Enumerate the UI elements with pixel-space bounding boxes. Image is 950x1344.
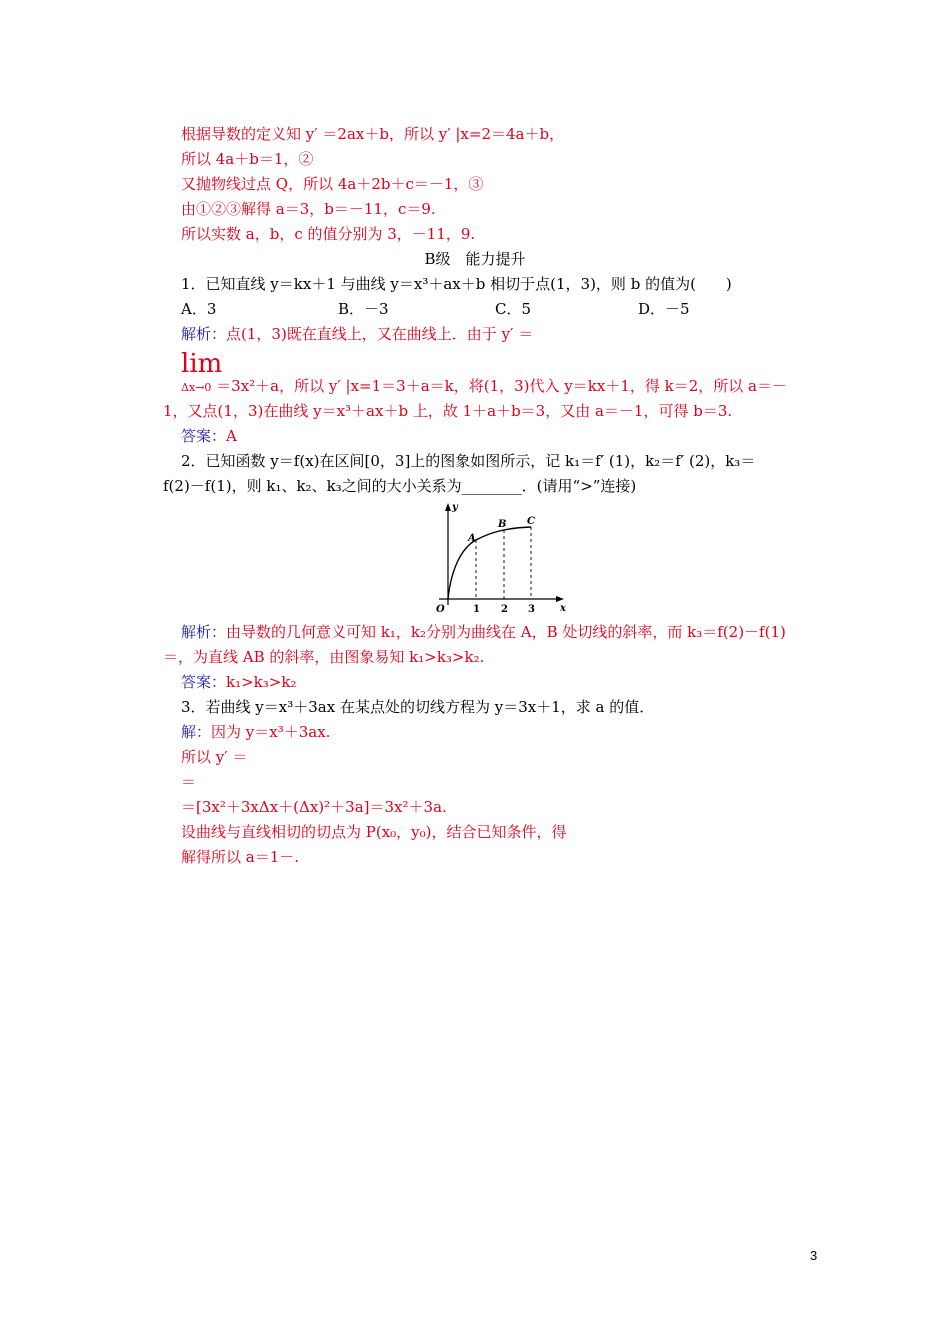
solution-line-3: 又抛物线过点 Q，所以 4a＋2b＋c＝－1，③	[181, 175, 484, 193]
q2-stem-line-2: f(2)－f(1)，则 k₁、k₂、k₃之间的大小关系为________．(请用“>”连接)	[163, 477, 637, 495]
q1-stem: 1．已知直线 y＝kx＋1 与曲线 y＝x³＋ax＋b 相切于点(1，3)，则 b 的值为( )	[181, 275, 732, 293]
q3-solution-line-4: ＝[3x²＋3xΔx＋(Δx)²＋3a]＝3x²＋3a.	[181, 798, 447, 816]
q2-analysis-text-1: 由导数的几何意义可知 k₁，k₂分别为曲线在 A，B 处切线的斜率，而 k₃＝f(2)－f(1)	[226, 623, 786, 641]
section-title: B级 能力提升	[424, 250, 526, 268]
solution-line-5: 所以实数 a，b，c 的值分别为 3，－11，9.	[181, 225, 476, 243]
q3-solution-line-2: 所以 y′ ＝	[181, 748, 248, 766]
solution-line-2: 所以 4a＋b＝1，②	[181, 150, 314, 168]
solution-line-1: 根据导数的定义知 y′ ＝2ax＋b，所以 y′ |x=2＝4a＋b，	[181, 125, 565, 143]
q3-solution-line-3: ＝	[181, 773, 197, 791]
q1-analysis-line-2	[181, 376, 787, 398]
x-tick-1: 1	[473, 604, 480, 615]
point-b-label: B	[498, 519, 507, 530]
solution-line-4: 由①②③解得 a＝3，b＝－11，c＝9.	[181, 200, 436, 218]
q2-analysis-line-2: ＝，为直线 AB 的斜率，由图象易知 k₁>k₃>k₂.	[163, 648, 485, 666]
q2-answer-label: 答案：	[181, 673, 227, 691]
q1-option-a: A．3	[181, 300, 217, 318]
q1-options	[181, 299, 690, 319]
x-tick-3: 3	[528, 604, 535, 615]
q1-analysis-line-1	[181, 324, 533, 344]
q1-option-c: C．5	[495, 300, 532, 318]
q1-answer-value: A	[226, 427, 237, 445]
function-graph	[421, 500, 571, 615]
y-axis-label: y	[452, 502, 458, 513]
q3-stem: 3．若曲线 y＝x³＋3ax 在某点处的切线方程为 y＝3x＋1，求 a 的值．	[181, 698, 655, 716]
q1-analysis-text-2: ＝3x²＋a，所以 y′ |x=1＝3＋a＝k，将(1，3)代入 y＝kx＋1，得 k＝2，所以 a＝－	[216, 377, 787, 395]
q2-answer-value: k₁>k₃>k₂	[226, 673, 297, 691]
q1-analysis-line-3: 1，又点(1，3)在曲线 y＝x³＋ax＋b 上，故 1＋a＋b＝3，又由 a＝－1，可得 b＝3.	[163, 402, 733, 420]
point-c-label: C	[527, 516, 535, 527]
limit-subscript: Δx→0	[181, 381, 212, 394]
q3-solution-line-6: 解得所以 a＝1－.	[181, 848, 300, 866]
q1-analysis-label: 解析：	[181, 325, 227, 343]
x-tick-2: 2	[501, 604, 508, 615]
point-a-label: A	[468, 533, 476, 544]
q1-answer-label: 答案：	[181, 427, 227, 445]
limit-symbol: lim	[181, 349, 223, 379]
q2-stem-line-1: 2．已知函数 y＝f(x)在区间[0，3]上的图象如图所示，记 k₁＝f′ (1)，k₂＝f′ (2)，k₃＝	[181, 452, 756, 470]
x-axis-label: x	[560, 603, 566, 614]
page-number: 3	[810, 1248, 818, 1263]
q3-solution-label: 解：	[181, 723, 212, 741]
y-axis-arrow	[445, 503, 451, 511]
q1-answer	[181, 426, 237, 446]
q2-analysis-line-1	[181, 622, 786, 642]
q2-analysis-label: 解析：	[181, 623, 227, 641]
q3-solution-text-1: 因为 y＝x³＋3ax.	[211, 723, 331, 741]
q3-solution-line-5: 设曲线与直线相切的切点为 P(x₀，y₀)，结合已知条件，得	[181, 823, 567, 841]
q2-answer	[181, 672, 296, 692]
function-curve	[448, 527, 531, 599]
q1-analysis-text-1: 点(1，3)既在直线上，又在曲线上．由于 y′ ＝	[226, 325, 534, 343]
x-axis-arrow	[556, 596, 564, 602]
q3-solution-line-1	[181, 722, 330, 742]
origin-label: O	[436, 604, 445, 615]
q1-option-d: D．－5	[638, 300, 690, 318]
q1-option-b: B．－3	[338, 300, 389, 318]
